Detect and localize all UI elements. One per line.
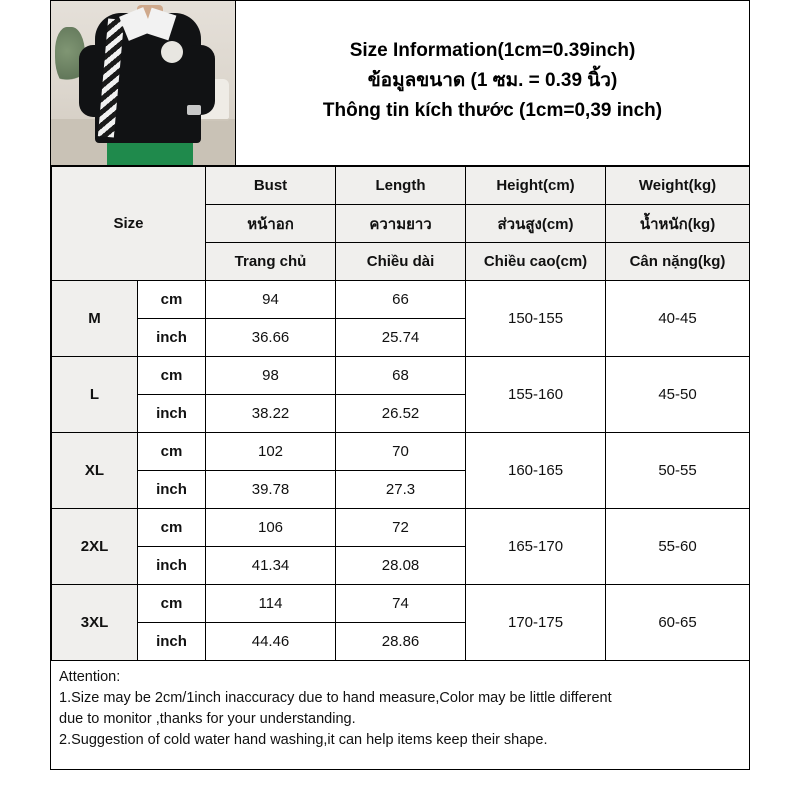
row-length-cm: 68 xyxy=(336,357,466,395)
row-bust-inch: 44.46 xyxy=(206,623,336,661)
row-weight: 45-50 xyxy=(606,357,750,433)
row-size-xl: XL xyxy=(52,433,138,509)
photo-watch xyxy=(187,105,201,115)
header-length-vi: Chiều dài xyxy=(336,243,466,281)
table-row xyxy=(52,509,750,547)
title-line-th: ข้อมูลขนาด (1 ซม. = 0.39 นิ้ว) xyxy=(367,70,618,91)
row-length-cm: 70 xyxy=(336,433,466,471)
attention-line-3: 2.Suggestion of cold water hand washing,it can help items keep their shape. xyxy=(59,732,548,748)
title-line-en: Size Information(1cm=0.39inch) xyxy=(349,40,636,61)
attention-line-2: due to monitor ,thanks for your understanding. xyxy=(59,711,356,727)
header-height-en: Height(cm) xyxy=(466,167,606,205)
row-weight: 60-65 xyxy=(606,585,750,661)
row-length-cm: 74 xyxy=(336,585,466,623)
row-height: 150-155 xyxy=(466,281,606,357)
header-weight-th: น้ำหนัก(kg) xyxy=(606,205,750,243)
row-bust-inch: 41.34 xyxy=(206,547,336,585)
row-height: 155-160 xyxy=(466,357,606,433)
row-length-cm: 66 xyxy=(336,281,466,319)
table-row xyxy=(52,585,750,623)
row-height: 160-165 xyxy=(466,433,606,509)
header-height-vi: Chiều cao(cm) xyxy=(466,243,606,281)
row-bust-inch: 36.66 xyxy=(206,319,336,357)
row-unit-cm: cm xyxy=(138,509,206,547)
row-unit-inch: inch xyxy=(138,547,206,585)
attention-line-1: 1.Size may be 2cm/1inch inaccuracy due to hand measure,Color may be little different xyxy=(59,690,612,706)
title-line-vi: Thông tin kích thước (1cm=0,39 inch) xyxy=(322,100,663,121)
header-weight-vi: Cân nặng(kg) xyxy=(606,243,750,281)
row-unit-inch: inch xyxy=(138,319,206,357)
row-length-inch: 26.52 xyxy=(336,395,466,433)
row-unit-inch: inch xyxy=(138,623,206,661)
table-header-row-en xyxy=(52,167,750,205)
header-length-th: ความยาว xyxy=(336,205,466,243)
row-unit-inch: inch xyxy=(138,471,206,509)
row-unit-cm: cm xyxy=(138,585,206,623)
row-length-inch: 27.3 xyxy=(336,471,466,509)
row-unit-cm: cm xyxy=(138,433,206,471)
header-height-th: ส่วนสูง(cm) xyxy=(466,205,606,243)
size-chart-frame xyxy=(50,0,750,770)
row-bust-cm: 114 xyxy=(206,585,336,623)
row-bust-cm: 102 xyxy=(206,433,336,471)
header-bust-en: Bust xyxy=(206,167,336,205)
row-unit-inch: inch xyxy=(138,395,206,433)
row-bust-inch: 39.78 xyxy=(206,471,336,509)
row-weight: 40-45 xyxy=(606,281,750,357)
row-length-cm: 72 xyxy=(336,509,466,547)
attention-heading: Attention: xyxy=(59,669,121,685)
size-table xyxy=(51,166,750,661)
row-bust-cm: 98 xyxy=(206,357,336,395)
row-unit-cm: cm xyxy=(138,281,206,319)
row-size-l: L xyxy=(52,357,138,433)
product-photo xyxy=(51,1,236,165)
row-size-m: M xyxy=(52,281,138,357)
row-height: 170-175 xyxy=(466,585,606,661)
title-block xyxy=(236,1,749,165)
table-row xyxy=(52,433,750,471)
row-length-inch: 28.86 xyxy=(336,623,466,661)
row-size-3xl: 3XL xyxy=(52,585,138,661)
header-length-en: Length xyxy=(336,167,466,205)
attention-block xyxy=(51,661,749,769)
row-bust-cm: 106 xyxy=(206,509,336,547)
row-weight: 50-55 xyxy=(606,433,750,509)
table-row xyxy=(52,357,750,395)
header-bust-vi: Trang chủ xyxy=(206,243,336,281)
row-bust-inch: 38.22 xyxy=(206,395,336,433)
header xyxy=(51,1,749,166)
row-weight: 55-60 xyxy=(606,509,750,585)
row-length-inch: 25.74 xyxy=(336,319,466,357)
row-length-inch: 28.08 xyxy=(336,547,466,585)
header-weight-en: Weight(kg) xyxy=(606,167,750,205)
photo-chest-logo xyxy=(161,41,183,63)
row-unit-cm: cm xyxy=(138,357,206,395)
header-size-label: Size xyxy=(52,167,206,281)
row-height: 165-170 xyxy=(466,509,606,585)
table-row xyxy=(52,281,750,319)
row-size-2xl: 2XL xyxy=(52,509,138,585)
header-bust-th: หน้าอก xyxy=(206,205,336,243)
row-bust-cm: 94 xyxy=(206,281,336,319)
